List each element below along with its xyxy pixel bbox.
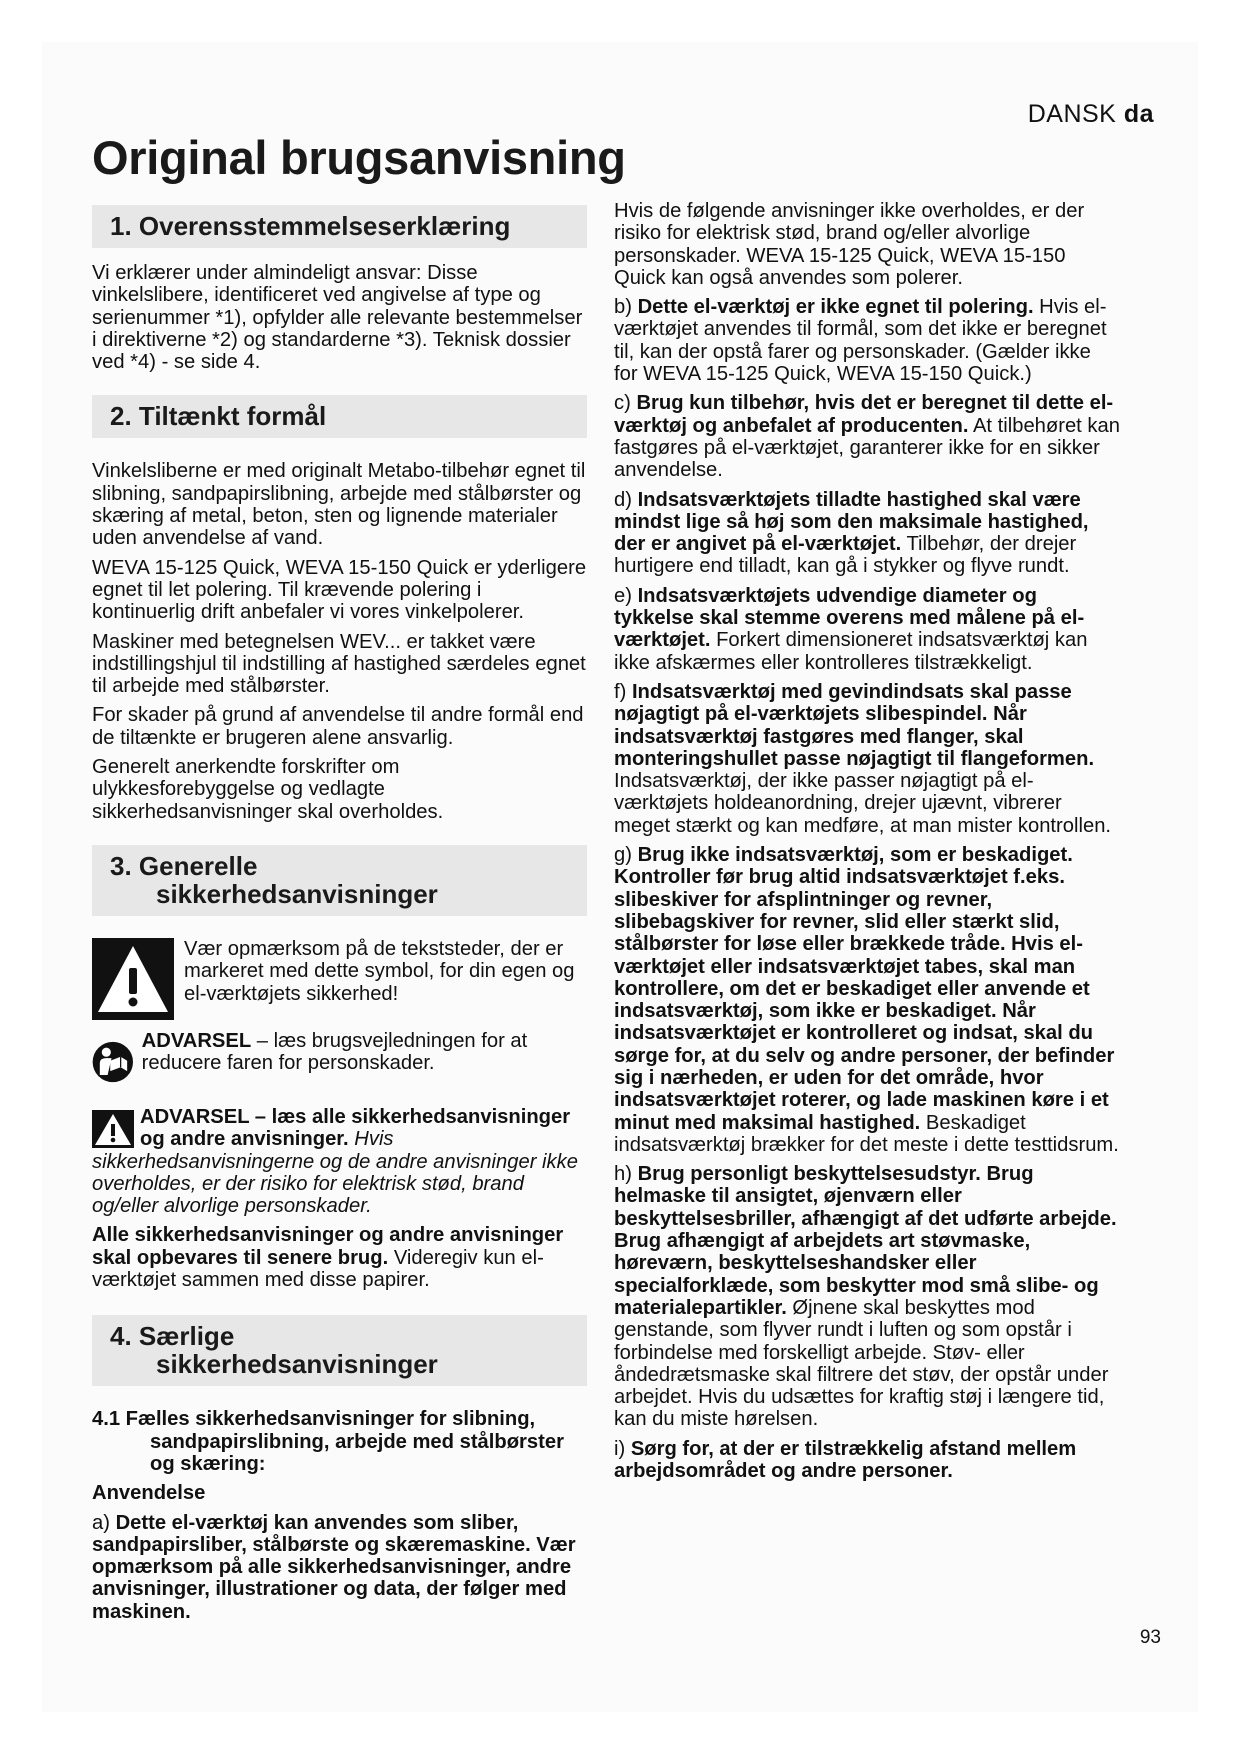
section-1-heading: 1. Overensstemmelseserklæring xyxy=(92,205,587,248)
item-b: b) Dette el-værktøj er ikke egnet til polering. Hvis el-værktøjet anvendes til formål, som det ikke er beregnet til, kan der opstå farer og personskader. (Gælder ikke for WEVA 15-125 Quick, WEVA 15-150 Quick.) xyxy=(614,296,1107,386)
usage-label: Anvendelse xyxy=(92,1482,206,1505)
language-header: DANSK da xyxy=(1027,100,1154,128)
section-2-heading: 2. Tiltænkt formål xyxy=(92,395,587,438)
section-2-paragraph: WEVA 15-125 Quick, WEVA 15-150 Quick er yderligere egnet til let polering. Til krævende polering i kontinuerlig drift anbefaler vi vores vinkelpolerer. xyxy=(92,556,587,624)
section-3-heading-line2: sikkerhedsanvisninger xyxy=(156,878,438,909)
item-a-continued: Hvis de følgende anvisninger ikke overholdes, er der risiko for elektrisk stød, brand og/eller alvorlige personskader. WEVA 15-125 Quick, WEVA 15-150 Quick kan også anvendes som polerer. xyxy=(614,200,1085,289)
section-4-heading-line2: sikkerhedsanvisninger xyxy=(156,1349,438,1380)
manual-warning-text: ADVARSEL – læs brugsvejledningen for at reducere faren for personskader. xyxy=(141,1029,528,1075)
item-d: d) Indsatsværktøjets tilladte hastighed skal være mindst lige så høj som den maksimale hastighed, der er angivet på el-værktøjet. Tilbehør, der drejer hurtigere end tilladt, kan gå i stykker og flyve rundt. xyxy=(614,488,1089,578)
symbol-note-text: Vær opmærksom på de tekststeder, der er markeret med dette symbol, for din egen og el-værktøjets sikkerhed! xyxy=(184,937,575,1005)
section-1-body: Vi erklærer under almindeligt ansvar: Disse vinkelslibere, identificeret ved angivelse af type og serienummer *1), opfylder alle relevante bestemmelser i direktiverne *2) og standarderne *3). Teknisk dossier ved *4) - se side 4. xyxy=(92,262,583,374)
subsection-4-1-heading: 4.1 Fælles sikkerhedsanvisninger for slibning, sandpapirslibning, arbejde med stålbørster og skæring: xyxy=(92,1408,564,1475)
item-h: h) Brug personligt beskyttelsesudstyr. Brug helmaske til ansigtet, øjenværn eller beskyttelsesbriller, afhængigt af det udførte arbejde. Brug afhængigt af arbejdets art støvmaske, høreværn, beskyttelseshandsker eller specialforklæde, som beskytter mod små slibe- og materialepartikler. Øjnene skal beskyttes mod genstande, som flyver rundt i luften og som opstår i forbindelse med forskelligt arbejde. Støv- eller åndedrætsmaske skal filtrere det støv, der opstår under arbejdet. Hvis du udsættes for kraftig støj i længere tid, kan du miste hørelsen. xyxy=(614,1163,1117,1431)
warning-triangle-small-icon xyxy=(92,1110,134,1148)
section-3-heading xyxy=(92,845,587,916)
section-3-heading-line1: 3. Generelle xyxy=(110,850,258,881)
warning-symbol-note xyxy=(92,938,587,1020)
warning-triangle-icon xyxy=(92,938,174,1020)
item-c: c) Brug kun tilbehør, hvis det er beregnet til dette el-værktøj og anbefalet af producenten. At tilbehøret kan fastgøres på el-værktøjet, garanterer ikke for en sikker anvendelse. xyxy=(614,392,1120,482)
page-number: 93 xyxy=(1139,1627,1161,1648)
section-4-heading-line1: 4. Særlige xyxy=(110,1321,235,1352)
item-f: f) Indsatsværktøj med gevindindsats skal passe nøjagtigt på el-værktøjets slibespindel. Når indsatsværktøj fastgøres med flanger, skal monteringshullet passe nøjagtigt til flangeformen. Indsatsværktøj, der ikke passer nøjagtigt på el-værktøjets holdeanordning, drejer ujævnt, vibrerer meget stærkt og kan medføre, at man mister kontrollen. xyxy=(614,680,1112,837)
page-title: Original brugsanvisning xyxy=(92,131,626,184)
read-manual-warning xyxy=(92,1030,587,1094)
item-g: g) Brug ikke indsatsværktøj, som er beskadiget. Kontroller før brug altid indsatsværktøjet f.eks. slibeskiver for afsplintninger og revner, slibebagskiver for revner, slid eller stærkt slid, stålbørster for løse eller brækkede tråde. Hvis el-værktøjet eller indsatsværktøjet tabes, skal man kontrollere, om det er beskadiget eller anvende et indsatsværktøj, som ikke er beskadiget. Når indsatsværktøjet er kontrolleret og indsat, skal du sørge for, at du selv og andre personer, der befinder sig i nærheden, er uden for det område, hvor indsatsværktøjet roterer, og lade maskinen køre i et minut med maksimal hastighed. Beskadiget indsatsværktøj brækker for det meste i dette testtidsrum. xyxy=(614,844,1119,1156)
general-warning: ADVARSEL – læs alle sikkerhedsanvisninger og andre anvisninger. Hvis sikkerhedsanvisningerne og de andre anvisninger ikke overholdes, er der risiko for elektrisk stød, brand og/eller alvorlige personskader. xyxy=(92,1105,578,1218)
item-i: i) Sørg for, at der er tilstrækkelig afstand mellem arbejdsområdet og andre personer. xyxy=(614,1437,1077,1483)
section-4-heading xyxy=(92,1315,587,1386)
section-2-paragraph: Generelt anerkendte forskrifter om ulykkesforebyggelse og vedlagte sikkerhedsanvisninger skal overholdes. xyxy=(92,756,444,823)
section-2-paragraph: For skader på grund af anvendelse til andre formål end de tiltænkte er brugeren alene ansvarlig. xyxy=(92,704,584,749)
item-a: a) Dette el-værktøj kan anvendes som sliber, sandpapirsliber, stålbørste og skæremaskine. Vær opmærksom på alle sikkerhedsanvisninger, andre anvisninger, illustrationer og data, der følger med maskinen. xyxy=(92,1511,576,1623)
item-e: e) Indsatsværktøjets udvendige diameter og tykkelse skal stemme overens med målene på el-værktøjet. Forkert dimensioneret indsatsværktøj kan ikke afskærmes eller kontrolleres tilstrækkeligt. xyxy=(614,584,1088,674)
keep-instructions: Alle sikkerhedsanvisninger og andre anvisninger skal opbevares til senere brug. Videregiv kun el-værktøjet sammen med disse papirer. xyxy=(92,1224,564,1292)
read-manual-icon xyxy=(92,1030,134,1094)
section-2-paragraph: Vinkelsliberne er med originalt Metabo-tilbehør egnet til slibning, sandpapirslibning, arbejde med stålbørster og skæring af metal, beton, sten og lignende materialer uden anvendelse af vand. xyxy=(92,460,586,550)
section-2-paragraph: Maskiner med betegnelsen WEV... er takket være indstillingshjul til indstilling af hastighed særdeles egnet til arbejde med stålbørster. xyxy=(92,630,586,698)
right-column xyxy=(614,200,1120,1489)
left-column xyxy=(92,205,587,1630)
